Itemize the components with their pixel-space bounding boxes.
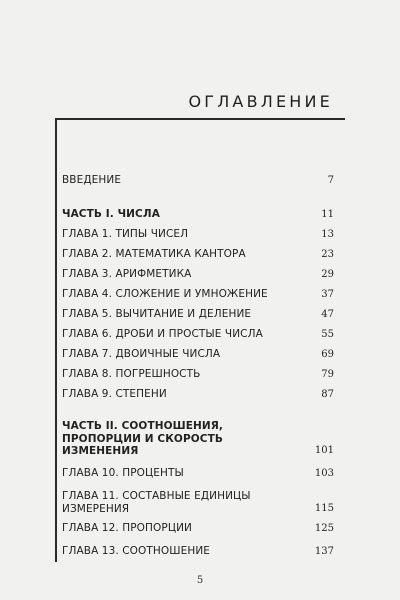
toc-entry-page: 137	[314, 546, 334, 557]
toc-entry-chapter-4	[62, 288, 334, 301]
toc-entry-part-2	[62, 420, 334, 458]
page-title: ОГЛАВЛЕНИЕ	[188, 92, 333, 111]
toc-entry-part-1	[62, 208, 334, 221]
page-number: 5	[196, 575, 204, 586]
toc-entry-page: 69	[321, 349, 334, 360]
toc-entry-chapter-11	[62, 490, 334, 515]
toc-entry-chapter-2	[62, 248, 334, 261]
toc-entry-chapter-10	[62, 467, 334, 480]
toc-entry-chapter-8	[62, 368, 334, 381]
left-rule	[55, 118, 57, 562]
toc-entry-label: ГЛАВА 13. СООТНОШЕНИЕ	[62, 545, 211, 557]
toc-entry-page: 103	[314, 468, 334, 479]
toc-entry-page: 37	[321, 289, 334, 300]
toc-entry-page: 29	[321, 269, 334, 280]
toc-entry-label: ГЛАВА 5. ВЫЧИТАНИЕ И ДЕЛЕНИЕ	[62, 308, 252, 320]
toc-entry-page: 11	[321, 209, 334, 220]
toc-entry-page: 125	[314, 523, 334, 534]
toc-entry-chapter-13	[62, 545, 334, 558]
toc-entry-label: ГЛАВА 11. СОСТАВНЫЕ ЕДИНИЦЫ ИЗМЕРЕНИЯ	[62, 490, 251, 515]
toc-entry-chapter-3	[62, 268, 334, 281]
toc-entry-chapter-12	[62, 522, 334, 535]
toc-entry-label: ЧАСТЬ I. ЧИСЛА	[62, 208, 160, 220]
toc-entry-chapter-1	[62, 228, 334, 241]
toc-entry-label: ГЛАВА 6. ДРОБИ И ПРОСТЫЕ ЧИСЛА	[62, 328, 263, 340]
toc-entry-label: ГЛАВА 8. ПОГРЕШНОСТЬ	[62, 368, 201, 380]
toc-entry-page: 79	[321, 369, 334, 380]
toc-entry-chapter-7	[62, 348, 334, 361]
toc-entry-label: ВВЕДЕНИЕ	[62, 174, 122, 186]
toc-entry-label: ГЛАВА 7. ДВОИЧНЫЕ ЧИСЛА	[62, 348, 221, 360]
toc-entry-label: ГЛАВА 4. СЛОЖЕНИЕ И УМНОЖЕНИЕ	[62, 288, 268, 300]
toc-entry-page: 7	[327, 175, 334, 186]
toc-entry-page: 115	[314, 503, 334, 514]
toc-entry-page: 23	[321, 249, 334, 260]
toc-entry-page: 47	[321, 309, 334, 320]
toc-entry-chapter-6	[62, 328, 334, 341]
toc-entry-label: ГЛАВА 9. СТЕПЕНИ	[62, 388, 167, 400]
toc-entry-label: ГЛАВА 1. ТИПЫ ЧИСЕЛ	[62, 228, 189, 240]
toc-entry-intro	[62, 174, 334, 187]
toc-entry-page: 55	[321, 329, 334, 340]
toc-entry-label: ГЛАВА 3. АРИФМЕТИКА	[62, 268, 192, 280]
toc-entry-label: ЧАСТЬ II. СООТНОШЕНИЯ, ПРОПОРЦИИ И СКОРОСТЬ ИЗМЕНЕНИЯ	[62, 420, 224, 457]
toc-entry-page: 87	[321, 389, 334, 400]
toc-entry-page: 101	[314, 445, 334, 456]
toc-entry-label: ГЛАВА 12. ПРОПОРЦИИ	[62, 522, 192, 534]
toc-entry-label: ГЛАВА 10. ПРОЦЕНТЫ	[62, 467, 184, 479]
top-rule	[55, 118, 345, 120]
toc-entry-chapter-9	[62, 388, 334, 401]
toc-entry-label: ГЛАВА 2. МАТЕМАТИКА КАНТОРА	[62, 248, 246, 260]
toc-entry-chapter-5	[62, 308, 334, 321]
toc-entry-page: 13	[321, 229, 334, 240]
